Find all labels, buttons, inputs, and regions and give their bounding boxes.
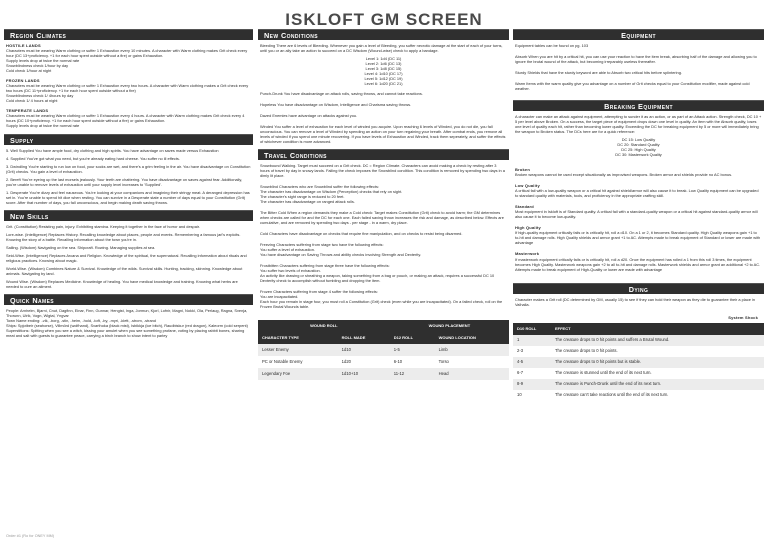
dc-item: DC 25: High Quality <box>621 147 656 152</box>
quick-names-header: Quick Names <box>4 294 253 305</box>
table-cell: The creature is Punch-Drunk until the end of its next turn. <box>551 379 764 390</box>
table-cell: 1-5 <box>390 344 435 356</box>
table-row <box>513 390 764 401</box>
table-cell: 11-12 <box>390 368 435 380</box>
table-row <box>258 356 509 368</box>
new-conditions-section <box>258 40 509 149</box>
breaking-equipment-header: Breaking Equipment <box>513 100 764 111</box>
snowblind-text: Snowblind Characters who are Snowblind suffer the following effects: <box>260 184 380 189</box>
system-shock-title: System Shock <box>728 314 758 320</box>
supply-item: 4. Supplied You've got what you need, but you're already eating hard cheese. You suffer no ill effects. <box>6 156 180 162</box>
table-cell: Limb <box>435 344 509 356</box>
table-cell: 6-10 <box>393 359 403 365</box>
table-row <box>513 368 764 379</box>
sturdy-text: Sturdy Shields that have the sturdy keyword are able to Absorb two critical hits before splintering. <box>515 70 682 75</box>
dc-item: DC 30: Masterwork Quality <box>615 152 662 157</box>
table-cell: 1 <box>513 335 551 346</box>
dc-item: DC 15: Low Quality <box>621 137 656 142</box>
frozen-lands-lines <box>6 93 251 103</box>
equipment-header: Equipment <box>513 29 764 40</box>
hostile-line: Cold check 1/hour at night <box>6 68 52 74</box>
low-quality-title: Low Quality <box>515 183 540 189</box>
temperate-lands-title: TEMPERATE LANDS <box>6 108 49 114</box>
supply-header: Supply <box>4 134 253 145</box>
supply-item: 5. Well Supplied You have ample food, dry clothing and high spirits. You have advantage on saves made versus Exhaustion <box>6 148 219 154</box>
system-shock-table <box>513 323 764 401</box>
table-cell: The creature can't take reactions until the end of its next turn. <box>555 392 669 398</box>
table-cell: Head <box>435 368 509 380</box>
freezing-line: You suffer a level of exhaustion. <box>260 247 315 252</box>
cold-text: Cold Characters have disadvantage on checks that require fine manipulation, and on checks to resist being disarmed. <box>260 231 463 236</box>
wound-placement-header: WOUND PLACEMENT <box>390 320 509 332</box>
dc-item: DC 20: Standard Quality <box>617 142 660 147</box>
hopeless-text: Hopeless You have disadvantage on Wisdom, Intelligence and Charisma saving throws. <box>260 102 412 107</box>
table-cell: The creature drops to 0 hit points but is stable. <box>551 357 764 368</box>
supply-section <box>4 145 253 210</box>
page-title: ISKLOFT GM SCREEN <box>285 10 483 29</box>
masterwork-text: If masterwork equipment critically fails or is critically hit, roll a d20. Once the equipment has rolled a 1 from this roll 3 times, the equipment becomes High Quality. Masterwork weapons gain +2 to all to-hit and damage rolls. Masterwork shields and armor grant an additional +2 to AC. Attempts made to break equipment of High-Quality or lower are made with advantage <box>515 256 761 272</box>
column-right <box>513 29 764 401</box>
winded-text: Winded You suffer a level of exhaustion for each level of winded you acquire. Upon reaching 6 levels of Winded, you do not die, you fall unconscious. You can remove a level of Winded by spending an action on your turn regaining your breath. After combat ends, you remove all levels of winded if you spend one minute recovering. If you have levels of Exhaustion and Winded, track them seperately, and suffer the effects of whichever condition is more advanced. <box>260 124 506 144</box>
snowblind-line: The character has disadvantage on Wisdom (Perception) checks that rely on sight. <box>260 189 403 194</box>
new-skills-header: New Skills <box>4 210 253 221</box>
breaking-equipment-section <box>513 111 764 277</box>
high-quality-title: High Quality <box>515 225 541 231</box>
skill-item: Seid-Wise. (Intelligence) Replaces Arcana and Religion. Knowledge of the spiritual, the supernatural. Recalling information about rituals and religious practices. Knowing about magic. <box>6 253 247 264</box>
travel-conditions-section <box>258 160 509 314</box>
temperate-lands-body: Characters must be wearing Warm clothing or suffer 1 Exhaustion every 4 hours. A character with Warm clothing makes Grit check every 4 hours (DC 10+proficiency. +1 for each hour spent outside without a fire) or gains Exhaustion. <box>6 113 245 124</box>
names-item: Superstitions: Spitting when you see a witch, kissing your amulet when you see something profane, voting by placing rabbit bones, sharing meat and salt with guests to guarantee peace, carrying a birch branch to show intent to parley <box>6 328 245 339</box>
dazed-text: Dazed Enemies have advantage on attacks against you. <box>260 113 358 118</box>
broken-title: Broken <box>515 167 530 172</box>
frozen-text: Frozen Characters suffering from stage 4 suffer the following effects: <box>260 289 378 294</box>
table-cell: 1d10+10 <box>338 368 390 380</box>
table-row <box>258 368 509 380</box>
dying-body: Character makes a Grit roll (DC determined by GM, usually 15) to see if they can hold their weapon as they die to guarantee their a place in Valhalla. <box>515 296 756 307</box>
frozen-line: Cold check 1/ 4 hours at night <box>6 98 58 104</box>
col-header: D10 ROLL <box>513 323 551 335</box>
table-cell: 1d10 <box>338 344 390 356</box>
region-climates-section <box>4 40 253 130</box>
skill-item: Lore-wise. (Intelligence) Replaces History. Recalling knowledge about places, people and events. Remembering a famous jarl's exploits. Knowing the story of a battle. Recalling information about the town you're in. <box>6 232 241 243</box>
names-item: Ships: Spjotbeir (seahorse), Villmörd (wolfhand), Svarthoka (black mist), Isbikkja (ice bitch), Raudbiskur (red dragon), Kaleorm (cold serpent) <box>6 323 248 329</box>
table-cell: 4-5 <box>513 357 551 368</box>
col-header: CHARACTER TYPE <box>258 332 338 344</box>
absorb-text: Absorb When you are hit by a critical hit, you can use your reaction to have the item break, absorbing half of the damage and allowing you to ignore the brutal wound of the attack, but becoming irreparably useless thereafter. <box>515 54 757 64</box>
equipment-section <box>513 40 764 96</box>
supply-item: 3. Dwindling You're starting to run low on food, your socks are wet, and there's a grim feeling in the air. You have disadvantage on Constitution (Grit) checks. You gain a level of exhaustion. <box>6 164 251 175</box>
hostile-lands-lines <box>6 58 251 73</box>
bitter-cold-text: The Bitter Cold When a region demands they make a Cold check: Target makes Constitution (Grit) check to avoid harm; the GM determines when checks are called for and the DC for each one. Each failed saving throw increases the risk and damage, as described below. Effects are cumulative, and are removed by spending two days - per stage - in a warm, dry place. <box>260 210 504 225</box>
table-cell: 2-3 <box>517 348 524 354</box>
col-header: WOUND LOCATION <box>435 332 509 344</box>
table-row <box>513 379 764 390</box>
column-middle <box>258 29 509 380</box>
masterwork-title: Masterwork <box>515 251 540 257</box>
skill-item: World-Wise. (Wisdom) Combines Nature & Survival. Knowledge of the wilds. Survival skills. Hunting, tracking, skinning. Knowledge about animals. Navigating by land. <box>6 266 243 277</box>
breaking-body: A character can make an attack against equipment, attempting to sunder it as an action, or as part of an Attack action. Strength check, DC 10 + 5 per level above Broken. On a success, the target piece of equipment drops down one level in quality. An item with the Absorb quality, loses one level of quality each hit, rather than becoming lower quality. Exceeding the DC for breaking equipment by 5 or more will immediately bring the weapon to Broken status. The DCs here are for a quick reference: <box>515 114 762 134</box>
new-conditions-header: New Conditions <box>258 29 509 40</box>
freezing-text: Freezing Characters suffering from stage two have the following effects: <box>260 242 384 247</box>
col-header: EFFECT <box>551 323 764 335</box>
table-cell: 8-9 <box>513 379 551 390</box>
wound-roll-header: WOUND ROLL <box>258 320 390 332</box>
quick-names-section <box>4 305 253 340</box>
bleeding-level: Level 6: 1d20 (DC 21) <box>364 81 403 86</box>
low-quality-text: A critical fail with a low-quality weapon or a critical hit against shield/armor will also cause it to break. Low Quality equipment can be upgraded to standard quality with materials, tools, and proficiency in the appropriate crafting skill. <box>515 188 759 199</box>
hostile-lands-title: HOSTILE LANDS <box>6 43 41 48</box>
punch-drunk-text: Punch-Drunk You have disadvantage on attack rolls, saving throws, and cannot take reactions. <box>260 91 423 96</box>
bleeding-level: Level 5: 1d12 (DC 19) <box>364 76 403 81</box>
table-cell: PC or Notable Enemy <box>262 359 303 365</box>
freezing-line: You have disadvantage on Saving Throws and ability checks involving Strength and Dexterity. <box>260 252 422 257</box>
frozen-line: You are incapacitated. <box>260 294 299 299</box>
table-cell: 6-7 <box>517 370 524 376</box>
dying-header: Dying <box>513 283 764 294</box>
table-cell: 1d20 <box>341 359 351 365</box>
column-left <box>4 29 253 340</box>
table-cell: The creature drops to 0 hit points. <box>555 348 618 354</box>
table-row <box>513 346 764 357</box>
table-cell: Lesser Enemy <box>258 344 338 356</box>
supply-item: 2. Bereft You're eyeing up the last morsels jealously. Your teeth are chattering. You have disadvantage on saves against fear. Additionally, you're unable to remove levels of exhaustion until your supply level increases to 'Supplied'. <box>6 177 243 188</box>
broken-text: Broken weapons cannot be used except situationally as improvised weapons. Broken armor and shields provide no AC bonus. <box>515 172 733 178</box>
temperate-line: Supply levels drop at twice the normal rate <box>6 123 80 129</box>
col-header: ROLL MADE <box>338 332 390 344</box>
standard-title: Standard <box>515 204 534 210</box>
hostile-line: Supply levels drop at twice the normal rate <box>6 58 80 64</box>
frozen-line: Each hour you remain in stage four, you must roll a Constitution (Grit) check (even while you are incapacitated). On a failed check, roll on the Frozen Brutal Wounds table. <box>260 299 503 309</box>
bleeding-level: Level 4: 1d10 (DC 17) <box>364 71 403 76</box>
high-quality-text: If high-quality equipment critically fails or is critically hit, roll a d10. On a 1 or 2, it becomes Standard quality. High Quality weapons gain +1 to to-hit and damage rolls. High Quality shields and armor grant +1 to AC. Attempts made to break equipment of Standard or lower are made with advantage <box>515 230 761 246</box>
footer-text: Order #1 (Ro for ONEY MM) <box>6 534 55 539</box>
warm-text: Warm Items with the warm quality give you advantage on a number of Grit checks equal to your Constitution modifier, made against cold weather. <box>515 81 750 91</box>
region-climates-header: Region Climates <box>4 29 253 40</box>
names-item: People: Arnhelm, Bjarni, Cnut, Dagfinn, Einar, Finn, Gunnar, Hengist, Inga, Jormun, Kjorl, Lofnir, Magni, Nokki, Ola, Perlaug, Ragna, Svenja, Thorunn, Ulrik, Vogn, Wigtal, Yngvar <box>6 308 248 319</box>
frozen-line: Snowblindness check 1/ 4hours by day <box>6 93 74 99</box>
col-header: D12 ROLL <box>390 332 435 344</box>
bleeding-level: Level 3: 1d8 (DC 15) <box>365 66 402 71</box>
new-skills-section <box>4 221 253 294</box>
hostile-line: Snowblindness check 1/hour by day <box>6 63 69 69</box>
bleeding-level: Level 1: 1d4 (DC 11) <box>365 56 402 61</box>
bleeding-text: Bleeding There are 6 levels of Bleeding. Whenever you gain a level of Bleeding, you suffer necrotic damage at the start of each of your turns, until you or an ally take an action to succeed on a DC Wisdom (Wound-wise) check to apply a bandage. <box>260 43 503 53</box>
supply-item: 1. Desperate You're dizzy and feel nauseous. You're looking at your companions and imagining their stringy meat. A deranged depression has set in. You're unable to spend hit dice when resting. You can survive in a Desperate state a number of days equal to your Constitution (Grit) score. After that number of days, you fall unconscious, and begin making death saving throws. <box>6 190 250 206</box>
snowblind-line: The character has disadvantage on ranged attack rolls. <box>260 199 355 204</box>
names-item: Town Name ending: -vik, -borg, -stin, -heim, -hold, -toft, -by, -myri, -klett, -strom, -strand <box>6 318 156 324</box>
table-row <box>513 357 764 368</box>
bleeding-levels <box>260 56 507 86</box>
snowblind-line: The character's sight range is reduced to 20 feet. <box>260 194 345 199</box>
table-cell: The creature drops to 0 hit points and suffers a Brutal Wound. <box>551 335 764 346</box>
frozen-lands-body: Characters must be wearing Warm clothing or suffer 1 Exhaustion every two hours. A character with Warm clothing makes a Grit check every two hours (DC 11+proficiency. +1 for each hour spent outside without a fire) <box>6 83 249 94</box>
table-cell: Legendary Foe <box>258 368 338 380</box>
table-cell: 10 <box>517 392 522 398</box>
travel-conditions-header: Travel Conditions <box>258 149 509 160</box>
skill-item: Grit. (Constitution) Resisting pain, injury. Exhibiting stamina. Keeping it together in the face of horror and despair. <box>6 224 200 230</box>
table-cell: Torso <box>438 359 449 365</box>
frozen-lands-title: FROZEN LANDS <box>6 78 40 84</box>
dying-section <box>513 294 764 312</box>
skill-item: Wound Wise. (Wisdom) Replaces Medicine. Knowledge of healing. You have medical knowledge and training. Knowing what herbs are needed to cure an ailment. <box>6 279 238 290</box>
bleeding-level: Level 2: 1d6 (DC 13) <box>365 61 402 66</box>
dc-list <box>515 137 762 157</box>
frostbitten-line: You suffer two levels of exhaustion. <box>260 268 321 273</box>
snowbound-walking-text: Snowbound Walking. Target must succeed on a Grit check. DC = Region Climate. Characters can avoid making a check by resting after 3 hours of travel by day in snowy lands. Failing the check imposes the Snowblind condition. This condition is removed by spending two days in a dimly lit place. <box>260 163 505 178</box>
temperate-lands-lines <box>6 123 251 128</box>
frostbitten-line: An activity like drawing or sheathing a weapon, taking something from a bag or pouch, or making an attack, requires a successful DC 10 Dexterity check to accomplish without fumbling and dropping the item. <box>260 273 495 283</box>
hostile-lands-body: Characters must be wearing Warm clothing or suffer 1 Exhaustion every 10 minutes. A character with Warm clothing makes Grit check every hour (DC 13+proficiency. +1 for each hour spent outside without a fire) or gains Exhaustion. <box>6 48 248 59</box>
table-cell: The creature is stunned until the end of its next turn. <box>555 370 652 376</box>
table-row <box>258 344 509 356</box>
skill-item: Sailing. (Wisdom) Navigating on the sea. Shipcraft. Rowing. Managing supplies at sea. <box>6 245 156 251</box>
wound-table <box>258 320 509 380</box>
frostbitten-text: Frostbitten Characters suffering from stage three have the following effects: <box>260 263 390 268</box>
table-row <box>513 335 764 346</box>
equipment-intro: Equipment tables can be found on pg. 103 <box>515 43 589 48</box>
standard-text: Most equipment in Iskloft is of Standard quality. A critical fail with a standard-quality weapon or a critical hit against standard-quality armor will also cause it to become low-quality. <box>515 209 758 220</box>
